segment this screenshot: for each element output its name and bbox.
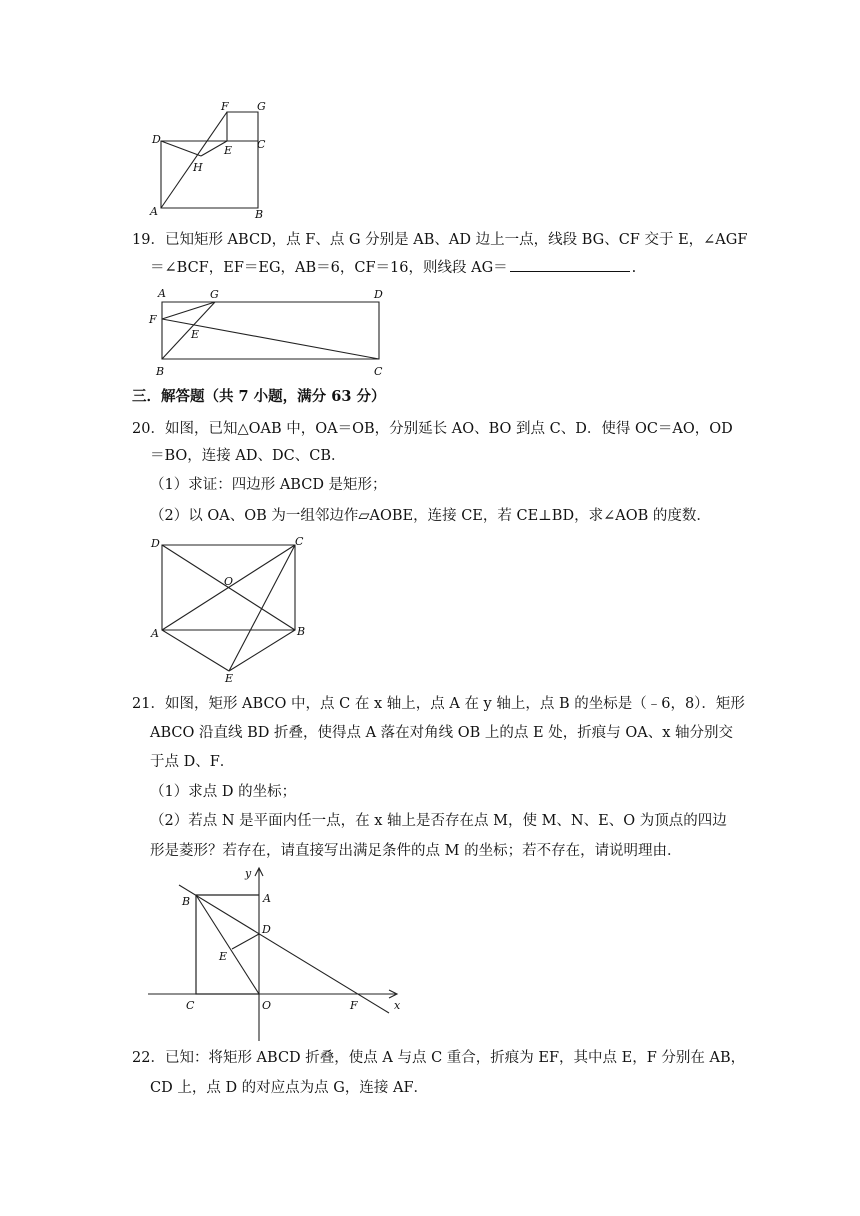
segment-be xyxy=(229,630,295,671)
label: O xyxy=(224,575,234,588)
label: C xyxy=(295,535,304,548)
segment-af xyxy=(161,112,227,208)
q20-part1: （1）求证：四边形 ABCD 是矩形； xyxy=(150,477,387,493)
label: B xyxy=(156,365,165,378)
q20-line2: ＝BO，连接 AD、DC、CB． xyxy=(150,448,346,464)
figure-q21 xyxy=(145,863,410,1043)
figure-q20 xyxy=(145,533,315,683)
label: E xyxy=(224,144,233,157)
square-efgc xyxy=(227,112,258,141)
figure-q18 xyxy=(140,98,280,223)
answer-blank xyxy=(510,257,630,272)
label: G xyxy=(210,288,219,301)
label: B xyxy=(182,895,191,908)
label: F xyxy=(149,313,157,326)
label: C xyxy=(374,365,383,378)
label: x xyxy=(394,999,401,1012)
segment-ed xyxy=(232,934,259,949)
segment-dh xyxy=(161,141,201,156)
label: G xyxy=(257,100,266,113)
label: A xyxy=(263,892,271,905)
label: y xyxy=(245,867,252,880)
label: A xyxy=(158,287,166,300)
q21-line2: ABCO 沿直线 BD 折叠，使得点 A 落在对角线 OB 上的点 E 处，折痕与 OA、x 轴分别交 xyxy=(150,725,733,741)
label: D xyxy=(262,923,271,936)
q19-line2 xyxy=(150,257,756,279)
label: B xyxy=(297,625,306,638)
q21-line3: 于点 D、F． xyxy=(150,754,235,770)
label: A xyxy=(151,627,159,640)
q21-part1: （1）求点 D 的坐标； xyxy=(150,784,297,800)
label: D xyxy=(374,288,383,301)
q19-line1: 19．已知矩形 ABCD，点 F、点 G 分别是 AB、AD 边上一点，线段 BG、CF 交于 E，∠AGF xyxy=(132,232,748,248)
diagonal-ob xyxy=(196,895,259,994)
label: E xyxy=(191,328,200,341)
q21-part2-line1: （2）若点 N 是平面内任一点，在 x 轴上是否存在点 M，使 M、N、E、O 为顶点的四边 xyxy=(150,813,727,829)
label: D xyxy=(151,537,160,550)
q22-line1: 22．已知：将矩形 ABCD 折叠，使点 A 与点 C 重合，折痕为 EF，其中点 E，F 分别在 AB， xyxy=(132,1050,746,1066)
label: F xyxy=(221,100,229,113)
section-heading: 三．解答题（共 7 小题，满分 63 分） xyxy=(132,388,386,405)
label: D xyxy=(152,133,161,146)
q21-line1: 21．如图，矩形 ABCO 中，点 C 在 x 轴上，点 A 在 y 轴上，点 B 的坐标是（﹣6，8）．矩形 xyxy=(132,696,745,712)
q20-line1: 20．如图，已知△OAB 中，OA＝OB，分别延长 AO、BO 到点 C、D．使得 OC＝AO，OD xyxy=(132,421,733,437)
label: A xyxy=(150,205,158,218)
label: C xyxy=(186,999,195,1012)
q20-part2: （2）以 OA、OB 为一组邻边作▱AOBE，连接 CE，若 CE⊥BD，求∠AOB 的度数． xyxy=(150,508,711,524)
figure-q19 xyxy=(145,285,400,380)
segment-ce xyxy=(229,545,295,671)
label: F xyxy=(350,999,358,1012)
label: H xyxy=(193,161,203,174)
q21-part2-line2: 形是菱形？若存在，请直接写出满足条件的点 M 的坐标；若不存在，请说明理由． xyxy=(150,843,682,859)
segment-ae xyxy=(162,630,229,671)
label: E xyxy=(225,672,234,685)
q22-line2: CD 上，点 D 的对应点为点 G，连接 AF． xyxy=(150,1080,429,1096)
q19-line2-end: . xyxy=(631,260,637,276)
label: E xyxy=(219,950,228,963)
label: B xyxy=(255,208,264,221)
label: O xyxy=(262,999,272,1012)
q19-line2-text: ＝∠BCF，EF＝EG，AB＝6，CF＝16，则线段 AG＝ xyxy=(150,260,508,276)
label: C xyxy=(257,138,266,151)
